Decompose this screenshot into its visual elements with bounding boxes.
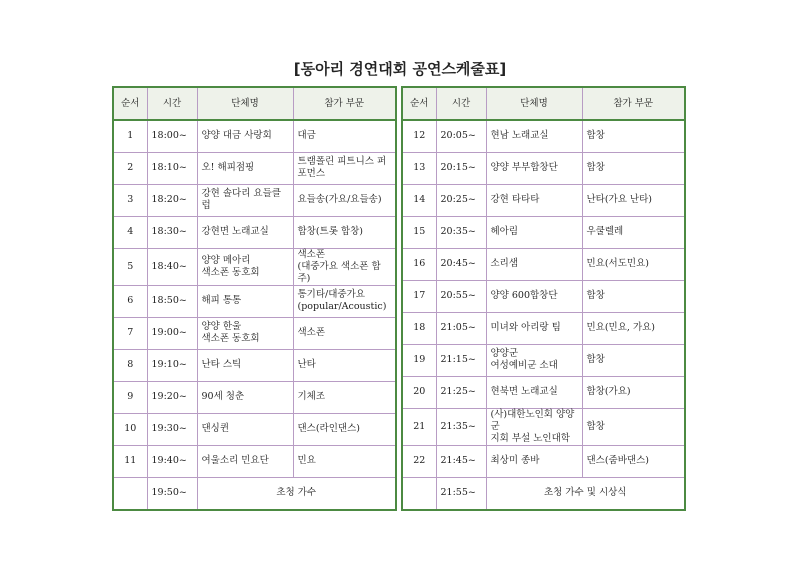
team-cell: 헤아림 xyxy=(486,216,582,248)
order-cell: 17 xyxy=(403,280,436,312)
time-cell: 19:20~ xyxy=(147,381,197,413)
time-cell: 18:20~ xyxy=(147,184,197,216)
category-cell: 색소폰 xyxy=(293,317,395,349)
table-row xyxy=(114,349,395,381)
table-row-final xyxy=(403,477,684,509)
table-row xyxy=(403,120,684,152)
team-cell: 미녀와 아리랑 팀 xyxy=(486,312,582,344)
order-cell: 14 xyxy=(403,184,436,216)
category-cell: 댄스(줌바댄스) xyxy=(582,445,684,477)
category-cell: 민요(민요, 가요) xyxy=(582,312,684,344)
team-cell: 해피 통통 xyxy=(197,285,293,317)
page-title: [동아리 경연대회 공연스케줄표] xyxy=(293,60,507,78)
category-cell: 색소폰 (대중가요 색소폰 합주) xyxy=(293,248,395,285)
team-cell: (사)대한노인회 양양군 지회 부설 노인대학 xyxy=(486,408,582,445)
team-cell: 여울소리 민요단 xyxy=(197,445,293,477)
table-row xyxy=(403,445,684,477)
category-cell: 민요 xyxy=(293,445,395,477)
category-cell: 난타 xyxy=(293,349,395,381)
category-cell: 민요(서도민요) xyxy=(582,248,684,280)
time-cell: 20:55~ xyxy=(436,280,486,312)
category-cell: 댄스(라인댄스) xyxy=(293,413,395,445)
time-cell: 18:00~ xyxy=(147,120,197,152)
table-row xyxy=(114,216,395,248)
category-cell: 합창(트롯 합창) xyxy=(293,216,395,248)
order-cell xyxy=(114,477,147,509)
order-cell: 9 xyxy=(114,381,147,413)
order-cell: 13 xyxy=(403,152,436,184)
order-cell: 3 xyxy=(114,184,147,216)
order-cell: 22 xyxy=(403,445,436,477)
table-row xyxy=(114,152,395,184)
time-cell: 18:30~ xyxy=(147,216,197,248)
table-row xyxy=(114,285,395,317)
time-cell: 20:45~ xyxy=(436,248,486,280)
schedule-table-left xyxy=(112,86,397,511)
time-cell: 20:35~ xyxy=(436,216,486,248)
order-cell: 2 xyxy=(114,152,147,184)
time-cell: 19:30~ xyxy=(147,413,197,445)
table-row xyxy=(403,184,684,216)
team-cell: 강현 타타타 xyxy=(486,184,582,216)
order-cell: 6 xyxy=(114,285,147,317)
time-cell: 20:05~ xyxy=(436,120,486,152)
time-cell: 18:40~ xyxy=(147,248,197,285)
category-cell: 통기타/대중가요 (popular/Acoustic) xyxy=(293,285,395,317)
time-cell: 21:45~ xyxy=(436,445,486,477)
time-cell: 18:50~ xyxy=(147,285,197,317)
time-cell: 18:10~ xyxy=(147,152,197,184)
table-row xyxy=(403,408,684,445)
order-cell: 11 xyxy=(114,445,147,477)
category-cell: 합창 xyxy=(582,408,684,445)
final-event-cell: 초청 가수 xyxy=(197,477,395,509)
order-cell: 8 xyxy=(114,349,147,381)
table-row xyxy=(403,216,684,248)
table-row xyxy=(114,445,395,477)
time-cell: 19:10~ xyxy=(147,349,197,381)
team-cell: 양양 대금 사랑회 xyxy=(197,120,293,152)
table-row xyxy=(403,248,684,280)
order-cell: 19 xyxy=(403,344,436,376)
team-cell: 90세 청춘 xyxy=(197,381,293,413)
header-time: 시간 xyxy=(436,88,486,120)
table-row-final xyxy=(114,477,395,509)
time-cell: 19:50~ xyxy=(147,477,197,509)
time-cell: 21:55~ xyxy=(436,477,486,509)
header-time: 시간 xyxy=(147,88,197,120)
header-order: 순서 xyxy=(403,88,436,120)
team-cell: 난타 스틱 xyxy=(197,349,293,381)
team-cell: 강현면 노래교실 xyxy=(197,216,293,248)
category-cell: 기체조 xyxy=(293,381,395,413)
table-row xyxy=(114,120,395,152)
order-cell: 16 xyxy=(403,248,436,280)
team-cell: 강현 솔다리 요들클럽 xyxy=(197,184,293,216)
category-cell: 트램폴린 피트니스 퍼포먼스 xyxy=(293,152,395,184)
team-cell: 현남 노래교실 xyxy=(486,120,582,152)
table-row xyxy=(403,280,684,312)
order-cell xyxy=(403,477,436,509)
order-cell: 5 xyxy=(114,248,147,285)
team-cell: 댄싱퀸 xyxy=(197,413,293,445)
team-cell: 양양군 여성예비군 소대 xyxy=(486,344,582,376)
team-cell: 양양 메아리 색소폰 동호회 xyxy=(197,248,293,285)
order-cell: 4 xyxy=(114,216,147,248)
team-cell: 양양 부부합창단 xyxy=(486,152,582,184)
order-cell: 20 xyxy=(403,376,436,408)
final-event-cell: 초청 가수 및 시상식 xyxy=(486,477,684,509)
time-cell: 21:15~ xyxy=(436,344,486,376)
header-team: 단체명 xyxy=(197,88,293,120)
table-row xyxy=(403,344,684,376)
table-row xyxy=(403,312,684,344)
table-header-row xyxy=(403,88,684,120)
time-cell: 19:40~ xyxy=(147,445,197,477)
header-team: 단체명 xyxy=(486,88,582,120)
category-cell: 합창 xyxy=(582,120,684,152)
time-cell: 21:25~ xyxy=(436,376,486,408)
time-cell: 20:25~ xyxy=(436,184,486,216)
order-cell: 12 xyxy=(403,120,436,152)
table-header-row xyxy=(114,88,395,120)
team-cell: 최상미 종바 xyxy=(486,445,582,477)
category-cell: 난타(가요 난타) xyxy=(582,184,684,216)
category-cell: 합창 xyxy=(582,152,684,184)
category-cell: 우쿨렐레 xyxy=(582,216,684,248)
team-cell: 소리샘 xyxy=(486,248,582,280)
order-cell: 21 xyxy=(403,408,436,445)
header-category: 참가 부문 xyxy=(582,88,684,120)
time-cell: 21:05~ xyxy=(436,312,486,344)
team-cell: 양양 600합창단 xyxy=(486,280,582,312)
table-row xyxy=(114,381,395,413)
order-cell: 1 xyxy=(114,120,147,152)
table-row xyxy=(114,413,395,445)
team-cell: 오! 해피점핑 xyxy=(197,152,293,184)
category-cell: 요들송(가요/요들송) xyxy=(293,184,395,216)
category-cell: 대금 xyxy=(293,120,395,152)
time-cell: 21:35~ xyxy=(436,408,486,445)
time-cell: 20:15~ xyxy=(436,152,486,184)
table-row xyxy=(114,317,395,349)
header-category: 참가 부문 xyxy=(293,88,395,120)
order-cell: 18 xyxy=(403,312,436,344)
team-cell: 현북면 노래교실 xyxy=(486,376,582,408)
category-cell: 합창 xyxy=(582,280,684,312)
time-cell: 19:00~ xyxy=(147,317,197,349)
schedule-table-right xyxy=(401,86,686,511)
header-order: 순서 xyxy=(114,88,147,120)
team-cell: 양양 한울 색소폰 동호회 xyxy=(197,317,293,349)
order-cell: 10 xyxy=(114,413,147,445)
table-row xyxy=(114,184,395,216)
order-cell: 7 xyxy=(114,317,147,349)
table-row xyxy=(403,376,684,408)
category-cell: 합창(가요) xyxy=(582,376,684,408)
order-cell: 15 xyxy=(403,216,436,248)
category-cell: 합창 xyxy=(582,344,684,376)
table-row xyxy=(403,152,684,184)
table-row xyxy=(114,248,395,285)
